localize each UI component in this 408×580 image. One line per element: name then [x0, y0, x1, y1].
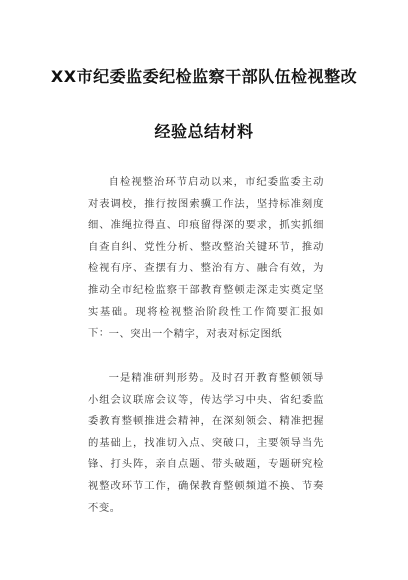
intro-paragraph: 自检视整治环节启动以来，市纪委监委主动对表调校，推行按图索骥工作法，坚持标准刻度细、准绳拉得直、印痕留得深的要求，抓实抓细自查自纠、党性分析、整改整治关键环节，推动检视有序、查摆有力、整治有方、融合有效，为推动全市纪检监察干部教育整顿走深走实奠定坚实基础。现将检视整治阶段性工作简要汇报如下：	[88, 176, 324, 340]
document-title-line-1: XX市纪委监委纪检监察干部队伍检视整改	[50, 67, 358, 86]
section-heading-1: 一、突出一个精字，对表对标定图纸	[108, 328, 283, 340]
body-paragraph-1: 一是精准研判形势。及时召开教育整顿领导小组会议联席会议等，传达学习中央、省纪委监委教育整顿推进会精神，在深刻领会、精准把握的基础上，找准切入点、突破口，主要领导当先锋、打头阵，亲自点题、带头破题，专题研究检视整改环节工作，确保教育整顿频道不换、节奏不变。	[88, 372, 324, 514]
document-title-line-2: 经验总结材料	[154, 122, 254, 141]
